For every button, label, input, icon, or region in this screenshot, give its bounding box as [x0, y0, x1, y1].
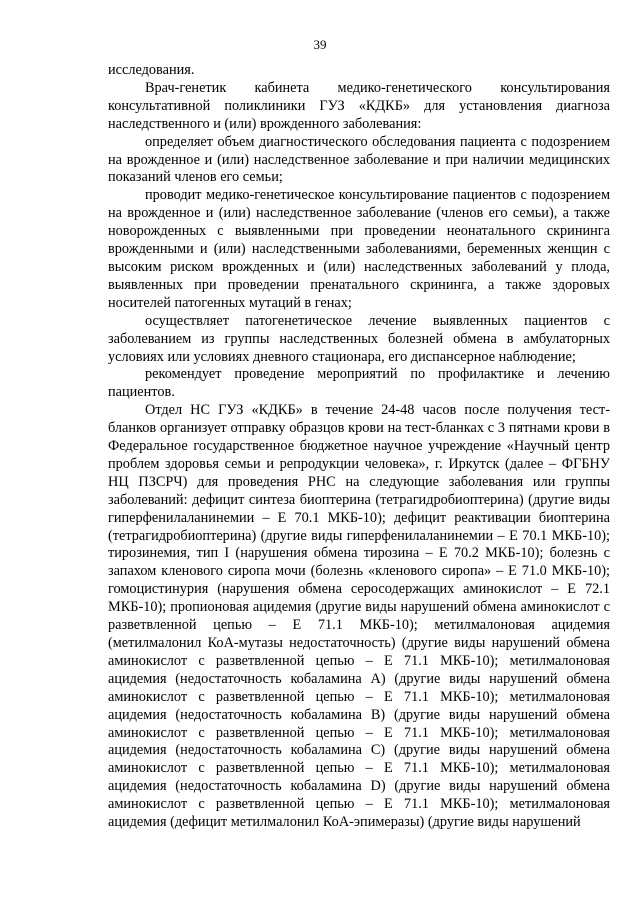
paragraph-recommends: рекомендует проведение мероприятий по профилактике и лечению пациентов.: [108, 366, 610, 401]
paragraph-determines-scope: определяет объем диагностического обследования пациента с подозрением на врожденное и (или) наследственное заболевание и при наличии медицинских показаний членов его семьи;: [108, 133, 610, 186]
paragraph-screening-department: Отдел НС ГУЗ «КДКБ» в течение 24-48 часов после получения тест-бланков организует отправку образцов крови на тест-бланках с 3 пятнами крови в Федеральное государственное бюджетное научное учреждение «Научный центр проблем здоровья семьи и репродукции человека», г. Иркутск (далее – ФГБНУ НЦ ПЗСРЧ) для проведения РНС на следующие заболевания или группы заболеваний: дефицит синтеза биоптерина (тетрагидробиоптерина) (другие виды гиперфенилаланинемии – Е 70.1 МКБ-10); дефицит реактивации биоптерина (тетрагидробиоптерина) (другие виды гиперфенилаланинемии – Е 70.1 МКБ-10); тирозинемия, тип I (нарушения обмена тирозина – Е 70.2 МКБ-10); болезнь с запахом кленового сиропа мочи (болезнь «кленового сиропа» – Е 71.0 МКБ-10); гомоцистинурия (нарушения обмена серосодержащих аминокислот – Е 72.1 МКБ-10); пропионовая ацидемия (другие виды нарушений обмена аминокислот с разветвленной цепью – Е 71.1 МКБ-10); метилмалоновая ацидемия (метилмалонил КоА-мутазы недостаточность) (другие виды нарушений обмена аминокислот с разветвленной цепью – Е 71.1 МКБ-10); метилмалоновая ацидемия (недостаточность кобаламина А) (другие виды нарушений обмена аминокислот с разветвленной цепью – Е 71.1 МКБ-10); метилмалоновая ацидемия (недостаточность кобаламина В) (другие виды нарушений обмена аминокислот с разветвленной цепью – Е 71.1 МКБ-10); метилмалоновая ацидемия (недостаточность кобаламина С) (другие виды нарушений обмена аминокислот с разветвленной цепью – Е 71.1 МКБ-10); метилмалоновая ацидемия (недостаточность кобаламина D) (другие виды нарушений обмена аминокислот с разветвленной цепью – Е 71.1 МКБ-10); метилмалоновая ацидемия (дефицит метилмалонил КоА-эпимеразы) (другие виды нарушений: [108, 402, 610, 831]
paragraph-counseling: проводит медико-генетическое консультирование пациентов с подозрением на врожденное и (или) наследственное заболевание (членов его семьи), а также новорожденных с выявленными при проведении неонатального скрининга врожденными и (или) наследственными заболеваниями, беременных женщин с высоким риском врожденных и (или) наследственных заболеваний у плода, выявленных при проведении пренатального скрининга, а также здоровых носителей патогенных мутаций в генах;: [108, 187, 610, 311]
page-number: 39: [313, 37, 327, 52]
paragraph-treatment: осуществляет патогенетическое лечение выявленных пациентов с заболеванием из группы наследственных болезней обмена в амбулаторных условиях или условиях дневного стационара, его диспансерное наблюдение;: [108, 312, 610, 365]
paragraph-geneticist-intro: Врач-генетик кабинета медико-генетического консультирования консультативной поликлиники ГУЗ «КДКБ» для установления диагноза наследственного и (или) врожденного заболевания:: [108, 79, 610, 132]
paragraph-continuation: исследования.: [108, 62, 195, 78]
document-body: [108, 62, 610, 832]
